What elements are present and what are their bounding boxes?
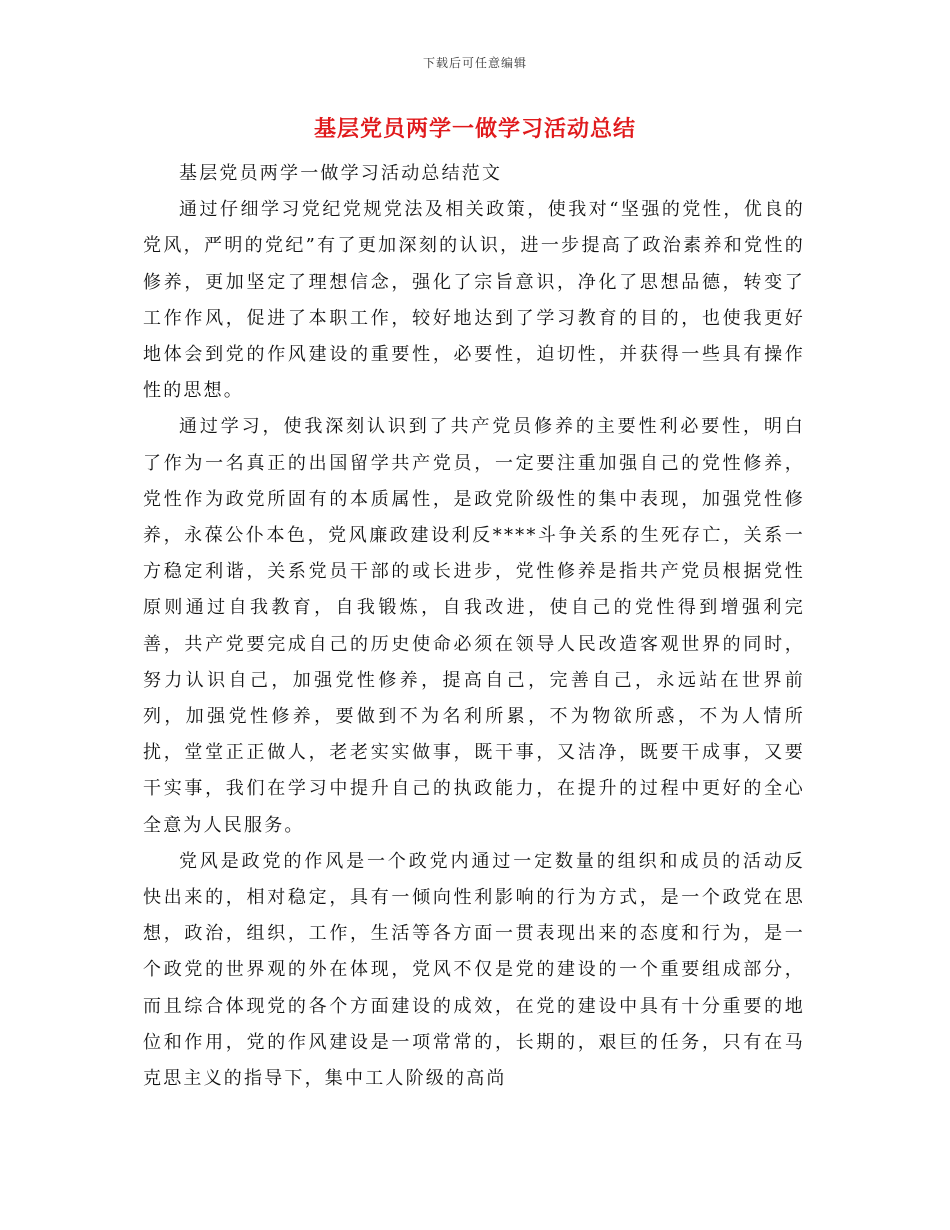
subtitle-line: 基层党员两学一做学习活动总结范文 — [179, 163, 503, 184]
document-body — [143, 156, 805, 1097]
header-note: 下载后可任意编辑 — [422, 56, 527, 70]
document-title: 基层党员两学一做学习活动总结 — [313, 116, 636, 142]
paragraph-1: 通过仔细学习党纪党规党法及相关政策，使我对“坚强的党性，优良的党风，严明的党纪”有了更加深刻的认识，进一步提高了政治素养和党性的修养，更加坚定了理想信念，强化了宗旨意识，净化了思想品德，转变了工作作风，促进了本职工作，较好地达到了学习教育的目的，也使我更好地体会到党的作风建设的重要性，必要性，迫切性，并获得一些具有操作性的思想。 — [143, 199, 805, 402]
paragraph-2: 通过学习，使我深刻认识到了共产党员修养的主要性利必要性，明白了作为一名真正的出国留学共产党员，一定要注重加强自己的党性修养，党性作为政党所固有的本质属性，是政党阶级性的集中表现，加强党性修养，永葆公仆本色，党风廉政建设利反****斗争关系的生死存亡，关系一方稳定利谐，关系党员干部的或长进步，党性修养是指共产党员根据党性原则通过自我教育，自我锻炼，自我改进，使自己的党性得到增强利完善，共产党要完成自己的历史使命必须在领导人民改造客观世界的同时，努力认识自己，加强党性修养，提高自己，完善自己，永远站在世界前列，加强党性修养，要做到不为名利所累，不为物欲所惑，不为人情所扰，堂堂正正做人，老老实实做事，既干事，又洁净，既要干成事，又要干实事，我们在学习中提升自己的执政能力，在提升的过程中更好的全心全意为人民服务。 — [143, 416, 805, 836]
paragraph-3: 党风是政党的作风是一个政党内通过一定数量的组织和成员的活动反快出来的，相对稳定，具有一倾向性利影响的行为方式，是一个政党在思想，政治，组织，工作，生活等各方面一贯表现出来的态度和行为，是一个政党的世界观的外在体现，党风不仅是党的建设的一个重要组成部分，而且综合体现党的各个方面建设的成效，在党的建设中具有十分重要的地位和作用，党的作风建设是一项常常的，长期的，艰巨的任务，只有在马克思主义的指导下，集中工人阶级的高尚 — [143, 850, 805, 1090]
